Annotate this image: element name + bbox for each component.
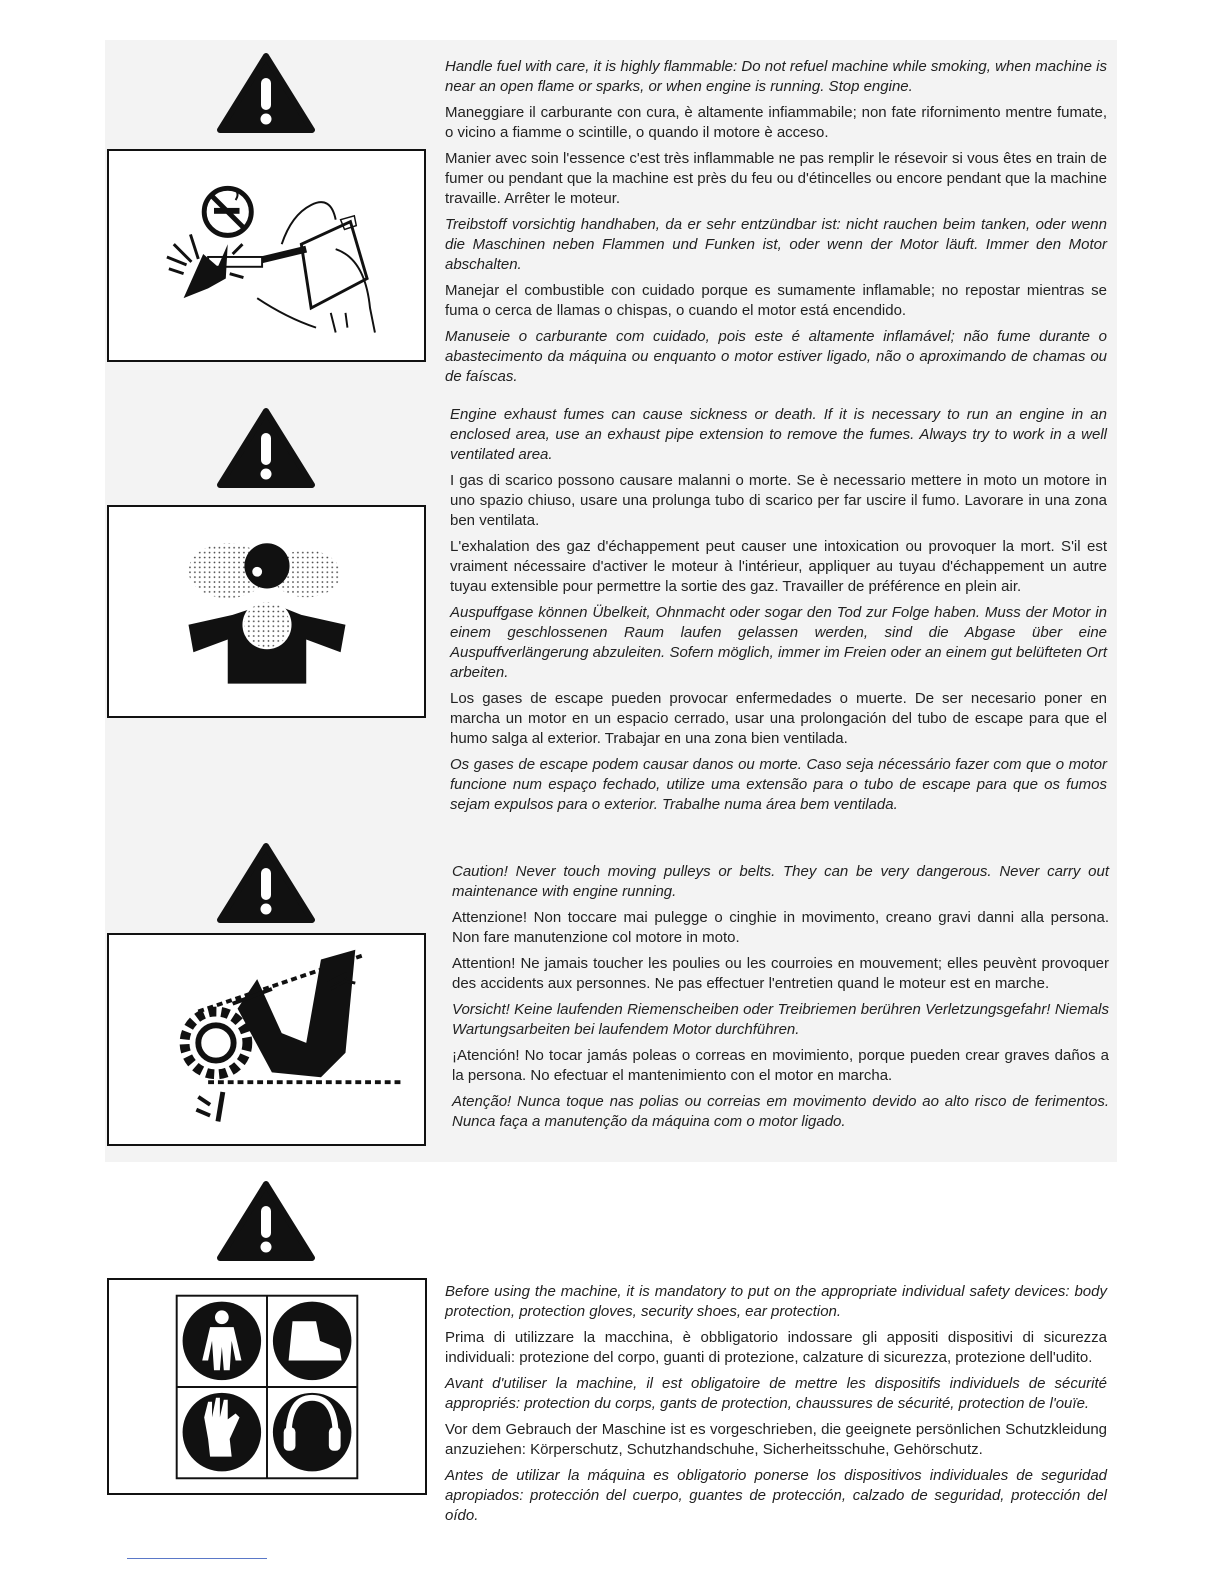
no-smoking-fuel-icon: [107, 149, 426, 362]
paragraph: ¡Atención! No tocar jamás poleas o correas en movimiento, porque pueden crear graves daños a la persona. No efectuar el mantenimiento con el motor en marcha.: [452, 1047, 1109, 1084]
paragraph: Atenção! Nunca toque nas polias ou correias em movimento devido ao alto risco de ferimentos. Nunca faça a manutenção da máquina com o motor ligado.: [452, 1093, 1109, 1130]
paragraph: Handle fuel with care, it is highly flammable: Do not refuel machine while smoking, when machine is near an open flame or sparks, or when engine is running. Stop engine.: [445, 58, 1107, 95]
paragraph: Treibstoff vorsichtig handhaben, da er sehr entzündbar ist: nicht rauchen beim tanken, oder wenn die Maschinen neben Flammen und Funken ist, oder wenn der Motor läuft. Immer den Motor abschalten.: [445, 216, 1107, 273]
warning-triangle-icon: [216, 842, 316, 924]
paragraph: Auspuffgase können Übelkeit, Ohnmacht oder sogar den Tod zur Folge haben. Muss der Motor in einem geschlossenen Raum laufen gelassen werden, sind die Abgase über eine Auspuffverlängerung abzuleiten. Sofern möglich, immer im Freien oder an einem gut belüfteten Ort arbeiten.: [450, 604, 1107, 681]
paragraph: Manier avec soin l'essence c'est très inflammable ne pas remplir le résevoir si vous êtes en train de fumer ou pendant que la machine est près du feu ou d'étincelles ou encore pendant que la machine travaille. Arrêter le moteur.: [445, 150, 1107, 207]
paragraph: Avant d'utiliser la machine, il est obligatoire de mettre les dispositifs individuels de sécurité appropriés: protection du corps, gants de protection, chaussures de sécurité, protection de l'ouïe.: [445, 1375, 1107, 1412]
warning-triangle-icon: [216, 1180, 316, 1262]
belt-warning-text: [452, 862, 1109, 1138]
fuel-warning-text: [445, 57, 1107, 393]
paragraph: Vorsicht! Keine laufenden Riemenscheiben oder Treibriemen berühren Verletzungsgefahr! Niemals Wartungsarbeiten bei laufendem Motor durchführen.: [452, 1001, 1109, 1038]
paragraph: I gas di scarico possono causare malanni o morte. Se è necessario mettere in moto un motore in uno spazio chiuso, usare una prolunga tubo di scarico per far uscire il fumo. Lavorare in una zona ben ventilata.: [450, 472, 1107, 529]
exhaust-fumes-icon: [107, 505, 426, 718]
footer-rule: [127, 1558, 267, 1559]
warning-triangle-icon: [216, 407, 316, 489]
paragraph: L'exhalation des gaz d'échappement peut causer une intoxication ou provoquer la mort. S'il est vraiment nécessaire d'activer le moteur à l'intérieur, appliquer au tuyau d'échappement un autre tuyau extensible pour permettre la sortie des gaz. Travailler de préférence en plein air.: [450, 538, 1107, 595]
exhaust-warning-text: [450, 405, 1107, 821]
paragraph: Before using the machine, it is mandatory to put on the appropriate individual safety devices: body protection, protection gloves, security shoes, ear protection.: [445, 1283, 1107, 1320]
paragraph: Attenzione! Non toccare mai pulegge o cinghie in movimento, creano gravi danni alla persona. Non fare manutenzione col motore in moto.: [452, 909, 1109, 946]
protective-equipment-icon: [107, 1278, 427, 1495]
paragraph: Engine exhaust fumes can cause sickness or death. If it is necessary to run an engine in an enclosed area, use an exhaust pipe extension to remove the fumes. Always try to work in a well ventilated area.: [450, 406, 1107, 463]
paragraph: Maneggiare il carburante con cura, è altamente infiammabile; non fate rifornimento mentre fumate, o vicino a fiamme o scintille, o quando il motore è acceso.: [445, 104, 1107, 141]
paragraph: Antes de utilizar la máquina es obligatorio ponerse los dispositivos individuales de seguridad apropiados: protección del cuerpo, guantes de protección, calzado de seguridad, protección del oído.: [445, 1467, 1107, 1524]
paragraph: Los gases de escape pueden provocar enfermedades o muerte. De ser necesario poner en marcha un motor en un espacio cerrado, usar una prolongación del tubo de escape para que el humo salga al exterior. Trabajar en una zona bien ventilada.: [450, 690, 1107, 747]
paragraph: Attention! Ne jamais toucher les poulies ou les courroies en mouvement; elles peuvènt provoquer des accidents aux personnes. Ne pas effectuer l'entretien quand le moteur est en marche.: [452, 955, 1109, 992]
warning-triangle-icon: [216, 52, 316, 134]
paragraph: Prima di utilizzare la macchina, è obbligatorio indossare gli appositi dispositivi di sicurezza individuali: protezione del corpo, guanti di protezione, calzature di sicurezza, protezione dell'udito.: [445, 1329, 1107, 1366]
paragraph: Os gases de escape podem causar danos ou morte. Caso seja nécessário fazer com que o motor funcione num espaço fechado, utilize uma extensão para o tubo de escape para que os fumos sejam expulsos para o exterior. Trabalhe numa área bem ventilada.: [450, 756, 1107, 813]
paragraph: Manejar el combustible con cuidado porque es sumamente inflamable; no repostar mientras se fuma o cerca de llamas o chispas, o cuando el motor está encendido.: [445, 282, 1107, 319]
paragraph: Vor dem Gebrauch der Maschine ist es vorgeschrieben, die geeignete persönlichen Schutzkleidung anzuziehen: Körperschutz, Schutzhandschuhe, Sicherheitsschuhe, Gehörschutz.: [445, 1421, 1107, 1458]
ppe-warning-text: [445, 1282, 1107, 1532]
paragraph: Manuseie o carburante com cuidado, pois este é altamente inflamável; não fume durante o abastecimento da máquina ou enquanto o motor estiver ligado, não o aproximando de chamas ou de faíscas.: [445, 328, 1107, 385]
paragraph: Caution! Never touch moving pulleys or belts. They can be very dangerous. Never carry out maintenance with engine running.: [452, 863, 1109, 900]
moving-belt-icon: [107, 933, 426, 1146]
